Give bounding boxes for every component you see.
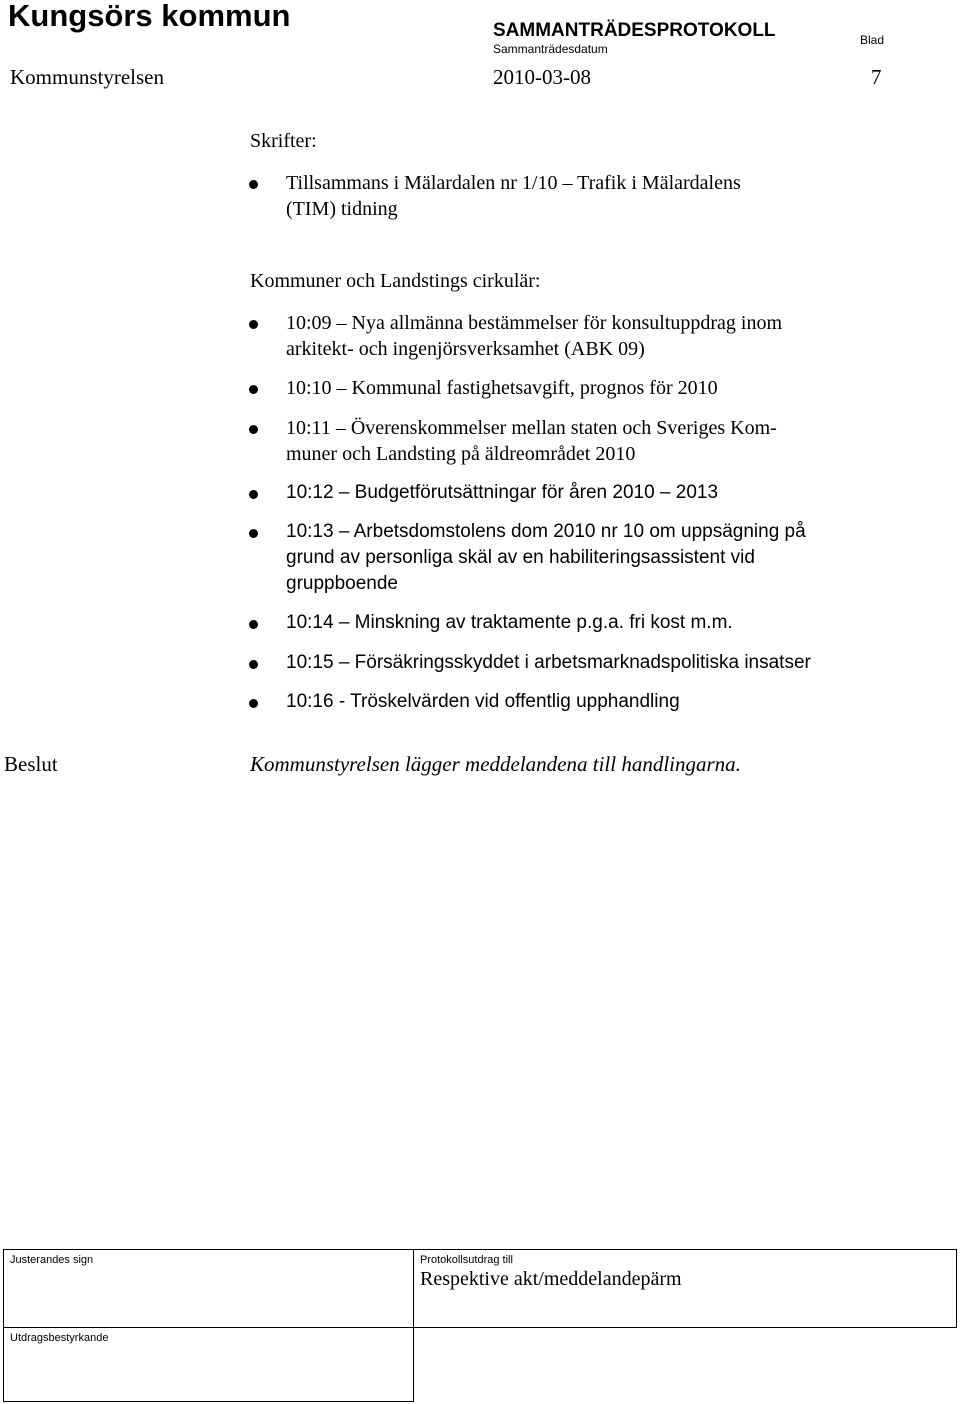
- bullet-icon: [249, 180, 258, 189]
- meeting-date-label: Sammanträdesdatum: [493, 42, 608, 56]
- skrifter-heading: Skrifter:: [250, 130, 317, 152]
- protokollsutdrag-label: Protokollsutdrag till: [420, 1254, 513, 1266]
- utdragsbestyrkande-cell: [3, 1327, 414, 1402]
- decision-label: Beslut: [4, 752, 58, 776]
- utdragsbestyrkande-label: Utdragsbestyrkande: [10, 1332, 109, 1344]
- board-name: Kommunstyrelsen: [10, 65, 164, 89]
- cirkular-heading: Kommuner och Landstings cirkulär:: [250, 270, 541, 292]
- page-label: Blad: [860, 33, 885, 47]
- bullet-icon: [249, 490, 258, 499]
- list-item: 10:14 – Minskning av traktamente p.g.a. fri kost m.m.: [286, 612, 733, 633]
- page-number: 7: [871, 65, 882, 89]
- list-item: 10:15 – Försäkringsskyddet i arbetsmarknadspolitiska insatser: [286, 652, 811, 673]
- bullet-icon: [249, 529, 258, 538]
- list-item: 10:12 – Budgetförutsättningar för åren 2010 – 2013: [286, 482, 719, 503]
- document-type: SAMMANTRÄDESPROTOKOLL: [493, 20, 776, 41]
- bullet-icon: [249, 320, 258, 329]
- justerandes-sign-label: Justerandes sign: [10, 1254, 94, 1266]
- justerandes-sign-cell: [3, 1249, 414, 1328]
- bullet-icon: [249, 620, 258, 629]
- list-item: 10:10 – Kommunal fastighetsavgift, prognos för 2010: [286, 377, 718, 399]
- decision-text: Kommunstyrelsen lägger meddelandena till handlingarna.: [250, 752, 741, 776]
- signature-footer: [3, 1249, 957, 1402]
- bullet-icon: [249, 425, 258, 434]
- list-item: 10:11 – Överenskommelser mellan staten och Sveriges Kom- muner och Landsting på äldreområdet 2010: [286, 417, 777, 465]
- protokollsutdrag-value: Respektive akt/meddelandepärm: [420, 1268, 682, 1290]
- protokollsutdrag-cell: [413, 1249, 957, 1328]
- organization-name: Kungsörs kommun: [8, 0, 291, 33]
- bullet-icon: [249, 385, 258, 394]
- list-item: Tillsammans i Mälardalen nr 1/10 – Trafik i Mälardalens (TIM) tidning: [286, 172, 741, 220]
- list-item: 10:13 – Arbetsdomstolens dom 2010 nr 10 om uppsägning på grund av personliga skäl av en habiliteringsassistent vid gruppboende: [286, 521, 806, 594]
- list-item: 10:09 – Nya allmänna bestämmelser för konsultuppdrag inom arkitekt- och ingenjörsverksamhet (ABK 09): [286, 312, 783, 360]
- list-item: 10:16 - Tröskelvärden vid offentlig upphandling: [286, 691, 680, 712]
- bullet-icon: [249, 699, 258, 708]
- meeting-date: 2010-03-08: [493, 65, 591, 89]
- bullet-icon: [249, 660, 258, 669]
